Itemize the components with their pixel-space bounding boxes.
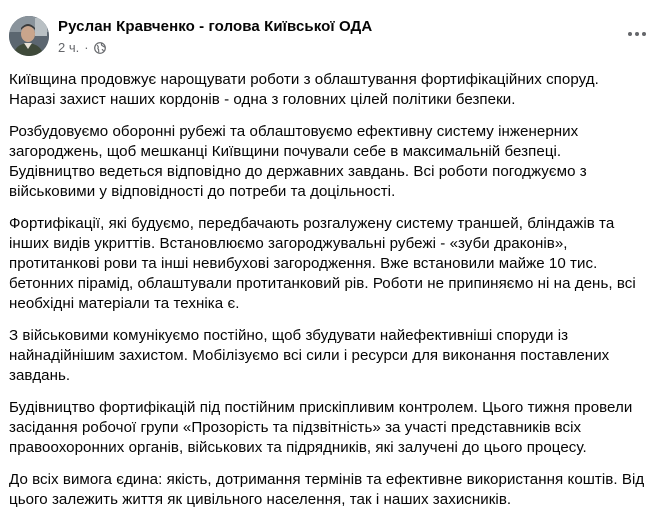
post-paragraph: З військовими комунікуємо постійно, щоб збудувати найефективніші споруди із найнадійнішим захистом. Мобілізуємо всі сили і ресурси для виконання поставлених завдань. [9, 327, 610, 384]
more-options-icon[interactable] [625, 24, 649, 44]
post-body [9, 70, 649, 522]
post-time[interactable]: 2 ч. [58, 40, 80, 55]
post-header [9, 16, 659, 60]
meta-separator: · [84, 40, 89, 55]
avatar[interactable] [9, 16, 49, 56]
avatar-image [9, 16, 49, 56]
post-author[interactable]: Руслан Кравченко - голова Київської ОДА [58, 18, 373, 35]
post-paragraph: Фортифікації, які будуємо, передбачають розгалужену систему траншей, бліндажів та інших видів укриттів. Встановлюємо загороджувальні рубежі - «зуби драконів», протитанкові рови та інші невибухові загородження. Вже встановили майже 10 тис. бетонних пірамід, облаштували протитанковий рів. Роботи не припиняємо ні на день, всі необхідні матеріали та техніка є. [9, 215, 636, 312]
globe-icon[interactable] [94, 42, 106, 54]
post-paragraph: До всіх вимога єдина: якість, дотримання термінів та ефективне використання коштів. Від цього залежить життя як цивільного населення, так і наших захисників. [9, 471, 645, 508]
post-paragraph: Будівництво фортифікацій під постійним прискіпливим контролем. Цього тижня провели засідання робочої групи «Прозорість та підзвітність» за участі представників всіх правоохоронних органів, військових та підрядників, які залучені до цього процесу. [9, 399, 633, 456]
post-paragraph: Київщина продовжує нарощувати роботи з облаштування фортифікаційних споруд. Наразі захист наших кордонів - одна з головних цілей політики безпеки. [9, 71, 599, 108]
post-meta [58, 40, 106, 55]
post-paragraph: Розбудовуємо оборонні рубежі та облаштовуємо ефективну систему інженерних загороджень, щоб мешканці Київщини почували себе в максимальній безпеці. Будівництво ведеться відповідно до державних завдань. Всі роботи погоджуємо з військовими у відповідності до потреби та доцільності. [9, 123, 587, 200]
